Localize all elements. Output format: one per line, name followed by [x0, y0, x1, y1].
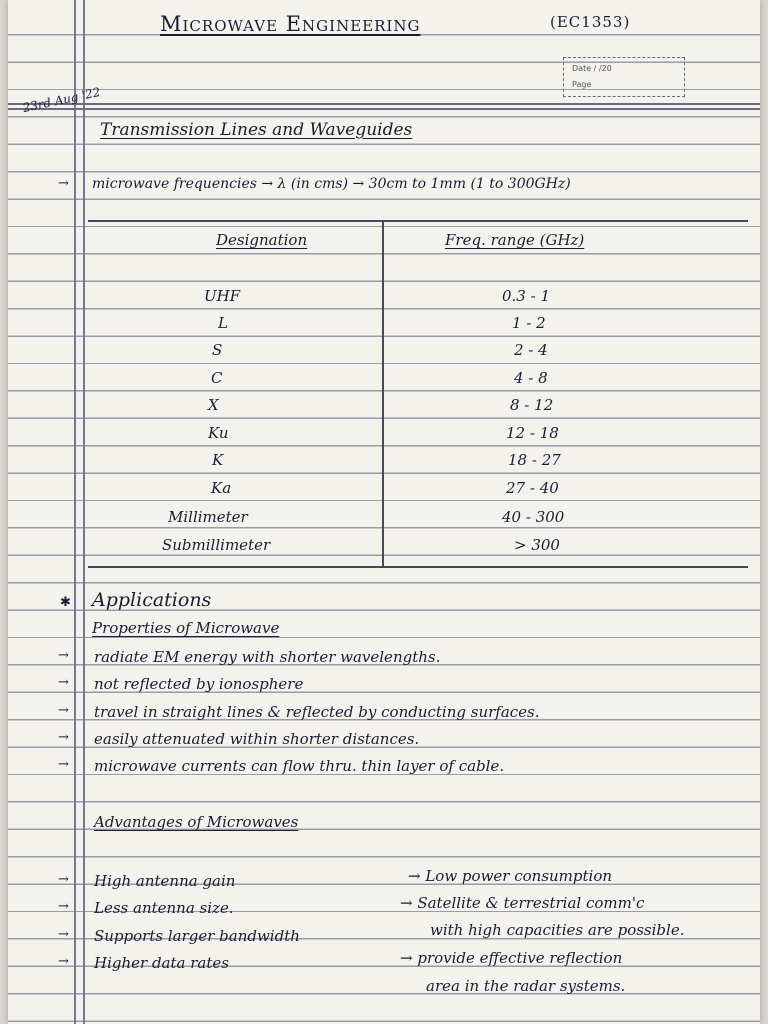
stamp-page-label: Page — [572, 80, 592, 89]
page-title: Microwave Engineering — [160, 12, 421, 36]
list-item: radiate EM energy with shorter wavelengths. — [94, 648, 441, 666]
section-title: Transmission Lines and Waveguides — [100, 120, 413, 140]
bullet-arrow-icon: → — [58, 927, 69, 942]
designation-cell: C — [211, 369, 223, 387]
col-range-header: Freq. range (GHz) — [445, 231, 585, 249]
bullet-arrow-icon: → — [58, 648, 69, 663]
range-cell: 0.3 - 1 — [502, 287, 551, 305]
range-cell: 1 - 2 — [512, 314, 546, 332]
range-cell: 4 - 8 — [514, 369, 548, 387]
range-cell: 27 - 40 — [506, 479, 559, 497]
bullet-arrow-icon: → — [58, 757, 69, 772]
date-page-stamp — [563, 57, 685, 97]
header-rule — [8, 108, 760, 110]
designation-cell: L — [218, 314, 228, 332]
list-item: Less antenna size. — [94, 899, 234, 917]
course-code: (EC1353) — [550, 13, 631, 31]
bullet-arrow-icon: → — [58, 899, 69, 914]
bullet-arrow-icon: → — [58, 176, 69, 191]
stamp-date-sep: / /20 — [593, 64, 612, 73]
designation-cell: Ka — [211, 479, 232, 497]
designation-cell: Submillimeter — [162, 536, 271, 554]
designation-cell: Millimeter — [168, 508, 248, 526]
list-item: with high capacities are possible. — [430, 921, 685, 939]
list-item: Supports larger bandwidth — [94, 927, 300, 945]
bullet-arrow-icon: → — [58, 730, 69, 745]
list-item: area in the radar systems. — [426, 977, 626, 995]
list-item: travel in straight lines & reflected by conducting surfaces. — [94, 703, 540, 721]
col-designation-header: Designation — [216, 231, 308, 249]
range-cell: 2 - 4 — [514, 341, 548, 359]
list-item: microwave currents can flow thru. thin layer of cable. — [94, 757, 505, 775]
stamp-date-label: Date — [572, 64, 592, 73]
advantages-heading: Advantages of Microwaves — [94, 813, 299, 831]
range-cell: > 300 — [514, 536, 560, 554]
range-cell: 40 - 300 — [502, 508, 565, 526]
bullet-arrow-icon: → — [58, 703, 69, 718]
table-top-rule — [88, 220, 748, 222]
designation-cell: UHF — [204, 287, 241, 305]
notebook-page — [8, 0, 760, 1024]
designation-cell: S — [212, 341, 223, 359]
table-divider — [382, 220, 384, 568]
designation-cell: Ku — [208, 424, 229, 442]
margin-line — [83, 0, 85, 1024]
range-cell: 8 - 12 — [510, 396, 554, 414]
list-item: not reflected by ionosphere — [94, 675, 304, 693]
range-cell: 18 - 27 — [508, 451, 561, 469]
margin-line — [74, 0, 76, 1024]
range-cell: 12 - 18 — [506, 424, 559, 442]
properties-heading: Properties of Microwave — [92, 619, 280, 637]
list-item: High antenna gain — [94, 872, 236, 890]
list-item: → Satellite & terrestrial comm'c — [400, 894, 645, 912]
intro-line: microwave frequencies → λ (in cms) → 30cm to 1mm (1 to 300GHz) — [92, 176, 571, 192]
list-item: easily attenuated within shorter distances. — [94, 730, 420, 748]
list-item: → Low power consumption — [408, 867, 613, 885]
header-rule — [8, 103, 760, 105]
bullet-arrow-icon: → — [58, 675, 69, 690]
handwritten-date: 23rd Aug '22 — [21, 84, 102, 116]
list-item: Higher data rates — [94, 954, 229, 972]
bullet-arrow-icon: → — [58, 872, 69, 887]
table-bottom-rule — [88, 566, 748, 568]
applications-heading: Applications — [92, 589, 212, 611]
list-item: → provide effective reflection — [400, 949, 623, 967]
bullet-star-icon: ✱ — [60, 595, 71, 610]
designation-cell: X — [208, 396, 219, 414]
bullet-arrow-icon: → — [58, 954, 69, 969]
designation-cell: K — [212, 451, 224, 469]
